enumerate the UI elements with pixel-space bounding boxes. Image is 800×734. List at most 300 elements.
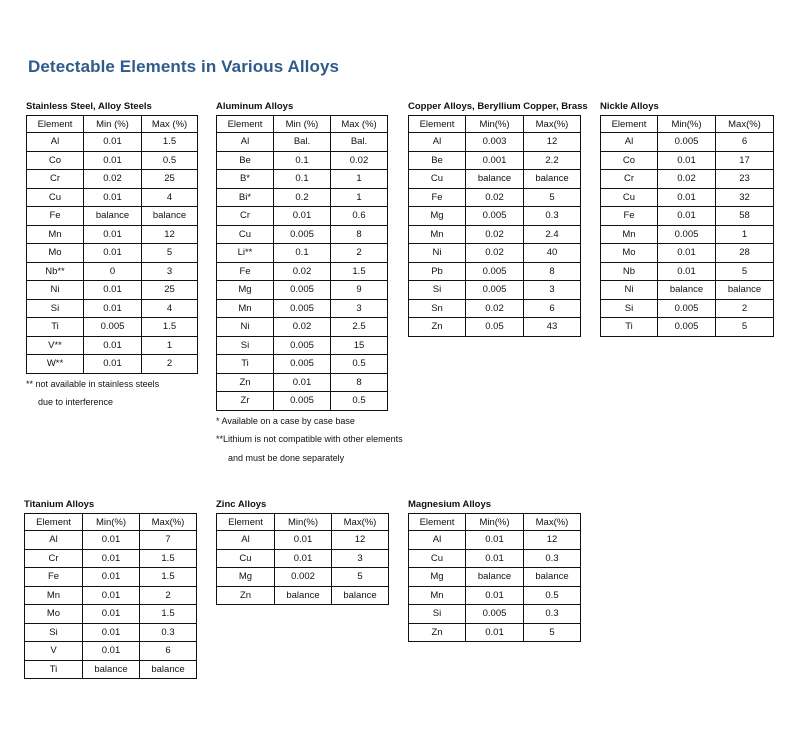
col-header-min: Min(%) (658, 116, 716, 133)
col-header-max: Max(%) (524, 116, 581, 133)
min-cell: 0.005 (658, 133, 716, 152)
max-cell: 5 (524, 188, 581, 207)
min-cell: 0.005 (658, 299, 716, 318)
max-cell: 12 (332, 531, 389, 550)
page-title: Detectable Elements in Various Alloys (28, 57, 340, 76)
min-cell: 0.005 (466, 207, 524, 226)
max-cell: 8 (524, 262, 581, 281)
max-cell: 58 (716, 207, 774, 226)
max-cell: 2.4 (524, 225, 581, 244)
table-row (217, 207, 388, 226)
max-cell: 12 (142, 225, 198, 244)
max-cell: 6 (524, 299, 581, 318)
table-row (409, 207, 581, 226)
max-cell: 5 (716, 318, 774, 337)
zinc-section (216, 499, 389, 605)
element-cell: Zn (409, 623, 466, 642)
min-cell: 0.01 (84, 244, 142, 263)
max-cell: 3 (142, 262, 198, 281)
table-row (409, 568, 581, 587)
max-cell: 4 (142, 188, 198, 207)
col-header-element: Element (27, 116, 84, 133)
element-cell: Mn (601, 225, 658, 244)
max-cell: 2 (140, 586, 197, 605)
min-cell: balance (466, 568, 524, 587)
min-cell: 0.01 (83, 531, 140, 550)
max-cell: 0.3 (524, 549, 581, 568)
max-cell: 0.02 (331, 151, 388, 170)
min-cell: 0.005 (466, 605, 524, 624)
max-cell: 28 (716, 244, 774, 263)
table-row (409, 549, 581, 568)
max-cell: 43 (524, 318, 581, 337)
table-row (601, 188, 774, 207)
table-row (217, 549, 389, 568)
max-cell: 1.5 (140, 605, 197, 624)
max-cell: 40 (524, 244, 581, 263)
table-row (601, 318, 774, 337)
table-row (601, 244, 774, 263)
element-cell: Ni (601, 281, 658, 300)
max-cell: 25 (142, 170, 198, 189)
element-cell: Si (409, 605, 466, 624)
element-cell: Fe (27, 207, 84, 226)
min-cell: 0.01 (84, 133, 142, 152)
max-cell: 0.6 (331, 207, 388, 226)
table-row (27, 355, 198, 374)
min-cell: 0.02 (466, 299, 524, 318)
element-cell: Pb (409, 262, 466, 281)
element-cell: Ni (27, 281, 84, 300)
min-cell: 0.01 (275, 549, 332, 568)
max-cell: 8 (331, 225, 388, 244)
element-cell: Mn (27, 225, 84, 244)
col-header-element: Element (217, 116, 274, 133)
min-cell: 0.01 (83, 549, 140, 568)
min-cell: 0.01 (658, 244, 716, 263)
element-cell: Cu (409, 549, 466, 568)
min-cell: 0.01 (83, 568, 140, 587)
max-cell: 0.5 (331, 355, 388, 374)
min-cell: 0.01 (274, 373, 331, 392)
element-cell: Li** (217, 244, 274, 263)
stainless-note-2: due to interference (38, 397, 114, 407)
table-row (217, 170, 388, 189)
table-row (601, 151, 774, 170)
table-row (27, 207, 198, 226)
col-header-max: Max (%) (142, 116, 198, 133)
min-cell: balance (83, 660, 140, 679)
element-cell: Zn (409, 318, 466, 337)
table-row (217, 225, 388, 244)
max-cell: 0.3 (524, 605, 581, 624)
max-cell: 7 (140, 531, 197, 550)
table-row (601, 262, 774, 281)
table-row (27, 151, 198, 170)
min-cell: 0.02 (84, 170, 142, 189)
element-cell: Si (25, 623, 83, 642)
min-cell: 0.005 (274, 355, 331, 374)
min-cell: 0.002 (275, 568, 332, 587)
max-cell: 8 (331, 373, 388, 392)
max-cell: 0.5 (524, 586, 581, 605)
table-row (601, 225, 774, 244)
element-cell: Bi* (217, 188, 274, 207)
table-row (25, 660, 197, 679)
element-cell: Cu (601, 188, 658, 207)
table-row (217, 531, 389, 550)
min-cell: 0.005 (658, 318, 716, 337)
max-cell: balance (140, 660, 197, 679)
table-row (409, 586, 581, 605)
table-row (27, 133, 198, 152)
min-cell: 0.003 (466, 133, 524, 152)
element-cell: Nb (601, 262, 658, 281)
table-row (409, 299, 581, 318)
element-cell: Si (601, 299, 658, 318)
magnesium-section (408, 499, 581, 642)
max-cell: 1 (142, 336, 198, 355)
min-cell: 0.1 (274, 244, 331, 263)
col-header-min: Min (%) (274, 116, 331, 133)
min-cell: 0.01 (275, 531, 332, 550)
min-cell: 0.02 (274, 318, 331, 337)
table-row (409, 170, 581, 189)
element-cell: Si (217, 336, 274, 355)
element-cell: Fe (409, 188, 466, 207)
table-row (409, 281, 581, 300)
table-row (409, 244, 581, 263)
copper-title: Copper Alloys, Beryllium Copper, Brass (408, 101, 588, 112)
element-cell: Mg (217, 568, 275, 587)
max-cell: 12 (524, 531, 581, 550)
aluminum-title: Aluminum Alloys (216, 101, 294, 112)
max-cell: 15 (331, 336, 388, 355)
nickel-title: Nickle Alloys (600, 101, 659, 112)
element-cell: Al (25, 531, 83, 550)
table-row (217, 392, 388, 411)
max-cell: 1.5 (140, 568, 197, 587)
element-cell: Si (27, 299, 84, 318)
element-cell: Cu (27, 188, 84, 207)
element-cell: Mn (25, 586, 83, 605)
max-cell: 17 (716, 151, 774, 170)
aluminum-section (216, 101, 403, 467)
min-cell: 0 (84, 262, 142, 281)
min-cell: 0.01 (658, 188, 716, 207)
max-cell: 2 (331, 244, 388, 263)
stainless-note-1: ** not available in stainless steels (26, 378, 160, 389)
max-cell: balance (716, 281, 774, 300)
element-cell: Ni (409, 244, 466, 263)
element-cell: V** (27, 336, 84, 355)
aluminum-note-1: * Available on a case by case base (216, 415, 355, 426)
min-cell: 0.01 (466, 549, 524, 568)
titanium-title: Titanium Alloys (24, 499, 95, 510)
copper-section (408, 101, 588, 337)
element-cell: Mo (27, 244, 84, 263)
element-cell: Ti (217, 355, 274, 374)
col-header-element: Element (217, 514, 275, 531)
stainless-steel-section (26, 101, 198, 412)
min-cell: 0.02 (274, 262, 331, 281)
max-cell: 5 (716, 262, 774, 281)
min-cell: 0.005 (274, 336, 331, 355)
min-cell: balance (466, 170, 524, 189)
titanium-section (24, 499, 197, 679)
table-row (217, 355, 388, 374)
col-header-element: Element (601, 116, 658, 133)
max-cell: balance (524, 170, 581, 189)
element-cell: Cr (601, 170, 658, 189)
table-row (27, 170, 198, 189)
element-cell: Mg (409, 207, 466, 226)
max-cell: 3 (331, 299, 388, 318)
min-cell: 0.005 (274, 392, 331, 411)
element-cell: Ni (217, 318, 274, 337)
element-cell: Cu (409, 170, 466, 189)
max-cell: 5 (142, 244, 198, 263)
table-row (409, 318, 581, 337)
element-cell: Fe (601, 207, 658, 226)
table-row (409, 623, 581, 642)
element-cell: Si (409, 281, 466, 300)
max-cell: 6 (716, 133, 774, 152)
min-cell: 0.01 (274, 207, 331, 226)
min-cell: 0.01 (658, 151, 716, 170)
copper-table (408, 115, 581, 337)
table-row (217, 373, 388, 392)
element-cell: Co (27, 151, 84, 170)
table-row (25, 605, 197, 624)
table-row (217, 586, 389, 605)
max-cell: 3 (332, 549, 389, 568)
table-row (27, 299, 198, 318)
max-cell: 23 (716, 170, 774, 189)
min-cell: 0.01 (658, 262, 716, 281)
table-row (217, 299, 388, 318)
max-cell: balance (332, 586, 389, 605)
element-cell: Mn (217, 299, 274, 318)
max-cell: Bal. (331, 133, 388, 152)
max-cell: 3 (524, 281, 581, 300)
min-cell: 0.1 (274, 170, 331, 189)
element-cell: Al (217, 531, 275, 550)
min-cell: balance (275, 586, 332, 605)
element-cell: Co (601, 151, 658, 170)
table-row (27, 336, 198, 355)
max-cell: 1 (716, 225, 774, 244)
element-cell: Zn (217, 373, 274, 392)
min-cell: 0.01 (658, 207, 716, 226)
max-cell: 9 (331, 281, 388, 300)
min-cell: 0.01 (84, 336, 142, 355)
zinc-table (216, 513, 389, 605)
max-cell: 0.5 (142, 151, 198, 170)
element-cell: Cr (217, 207, 274, 226)
max-cell: 5 (332, 568, 389, 587)
table-row (27, 244, 198, 263)
min-cell: 0.005 (84, 318, 142, 337)
table-row (601, 207, 774, 226)
table-row (27, 281, 198, 300)
table-row (217, 336, 388, 355)
min-cell: 0.01 (466, 623, 524, 642)
max-cell: 1.5 (331, 262, 388, 281)
max-cell: 5 (524, 623, 581, 642)
table-row (409, 531, 581, 550)
element-cell: Cu (217, 225, 274, 244)
col-header-min: Min(%) (466, 116, 524, 133)
element-cell: Ti (27, 318, 84, 337)
col-header-min: Min(%) (83, 514, 140, 531)
col-header-max: Max(%) (332, 514, 389, 531)
table-row (27, 225, 198, 244)
element-cell: Ti (25, 660, 83, 679)
min-cell: Bal. (274, 133, 331, 152)
table-row (217, 568, 389, 587)
col-header-max: Max(%) (524, 514, 581, 531)
element-cell: Cr (27, 170, 84, 189)
table-row (217, 151, 388, 170)
table-row (25, 568, 197, 587)
zinc-title: Zinc Alloys (216, 499, 267, 510)
element-cell: Al (27, 133, 84, 152)
table-row (217, 188, 388, 207)
element-cell: Cr (25, 549, 83, 568)
min-cell: 0.02 (658, 170, 716, 189)
max-cell: 0.3 (524, 207, 581, 226)
element-cell: Mn (409, 225, 466, 244)
element-cell: Mg (409, 568, 466, 587)
min-cell: 0.01 (84, 151, 142, 170)
table-row (601, 299, 774, 318)
min-cell: 0.01 (84, 225, 142, 244)
table-row (25, 549, 197, 568)
min-cell: 0.01 (84, 355, 142, 374)
max-cell: 2 (716, 299, 774, 318)
aluminum-note-3: and must be done separately (228, 452, 345, 463)
min-cell: 0.005 (466, 262, 524, 281)
max-cell: balance (142, 207, 198, 226)
min-cell: 0.01 (84, 281, 142, 300)
element-cell: Fe (217, 262, 274, 281)
max-cell: 1.5 (140, 549, 197, 568)
titanium-table (24, 513, 197, 679)
table-row (25, 642, 197, 661)
min-cell: balance (658, 281, 716, 300)
max-cell: 1.5 (142, 318, 198, 337)
element-cell: Mn (409, 586, 466, 605)
table-row (25, 623, 197, 642)
min-cell: 0.02 (466, 225, 524, 244)
max-cell: 0.5 (331, 392, 388, 411)
element-cell: Sn (409, 299, 466, 318)
table-row (25, 586, 197, 605)
max-cell: 6 (140, 642, 197, 661)
min-cell: 0.01 (466, 531, 524, 550)
col-header-min: Min (%) (84, 116, 142, 133)
col-header-element: Element (409, 116, 466, 133)
nickel-section (600, 101, 774, 337)
element-cell: Be (217, 151, 274, 170)
max-cell: 25 (142, 281, 198, 300)
magnesium-table (408, 513, 581, 642)
table-row (217, 318, 388, 337)
element-cell: Cu (217, 549, 275, 568)
min-cell: 0.05 (466, 318, 524, 337)
aluminum-table (216, 115, 388, 411)
element-cell: Be (409, 151, 466, 170)
min-cell: 0.01 (83, 642, 140, 661)
max-cell: 1.5 (142, 133, 198, 152)
min-cell: 0.01 (83, 605, 140, 624)
table-row (409, 225, 581, 244)
magnesium-title: Magnesium Alloys (408, 499, 492, 510)
element-cell: Ti (601, 318, 658, 337)
max-cell: 32 (716, 188, 774, 207)
stainless-steel-table (26, 115, 198, 374)
element-cell: B* (217, 170, 274, 189)
min-cell: 0.1 (274, 151, 331, 170)
element-cell: Zr (217, 392, 274, 411)
table-row (25, 531, 197, 550)
min-cell: 0.01 (83, 623, 140, 642)
min-cell: 0.001 (466, 151, 524, 170)
table-row (409, 188, 581, 207)
col-header-min: Min(%) (275, 514, 332, 531)
min-cell: 0.005 (466, 281, 524, 300)
max-cell: 1 (331, 188, 388, 207)
element-cell: Mo (25, 605, 83, 624)
min-cell: 0.005 (274, 225, 331, 244)
col-header-max: Max (%) (331, 116, 388, 133)
nickel-table (600, 115, 774, 337)
min-cell: 0.01 (83, 586, 140, 605)
min-cell: 0.01 (84, 299, 142, 318)
element-cell: Al (409, 531, 466, 550)
element-cell: W** (27, 355, 84, 374)
element-cell: Mg (217, 281, 274, 300)
element-cell: Al (601, 133, 658, 152)
min-cell: 0.01 (466, 586, 524, 605)
element-cell: Al (409, 133, 466, 152)
max-cell: 0.3 (140, 623, 197, 642)
element-cell: Nb** (27, 262, 84, 281)
min-cell: 0.01 (84, 188, 142, 207)
col-header-element: Element (25, 514, 83, 531)
table-row (217, 281, 388, 300)
table-row (409, 605, 581, 624)
table-row (217, 244, 388, 263)
max-cell: 12 (524, 133, 581, 152)
min-cell: 0.005 (658, 225, 716, 244)
min-cell: balance (84, 207, 142, 226)
max-cell: balance (524, 568, 581, 587)
table-row (409, 133, 581, 152)
element-cell: Zn (217, 586, 275, 605)
table-row (601, 170, 774, 189)
table-row (601, 133, 774, 152)
max-cell: 2.5 (331, 318, 388, 337)
table-row (27, 318, 198, 337)
table-row (409, 151, 581, 170)
table-row (217, 133, 388, 152)
stainless-steel-title: Stainless Steel, Alloy Steels (26, 101, 152, 112)
min-cell: 0.02 (466, 188, 524, 207)
col-header-max: Max(%) (140, 514, 197, 531)
table-row (27, 262, 198, 281)
